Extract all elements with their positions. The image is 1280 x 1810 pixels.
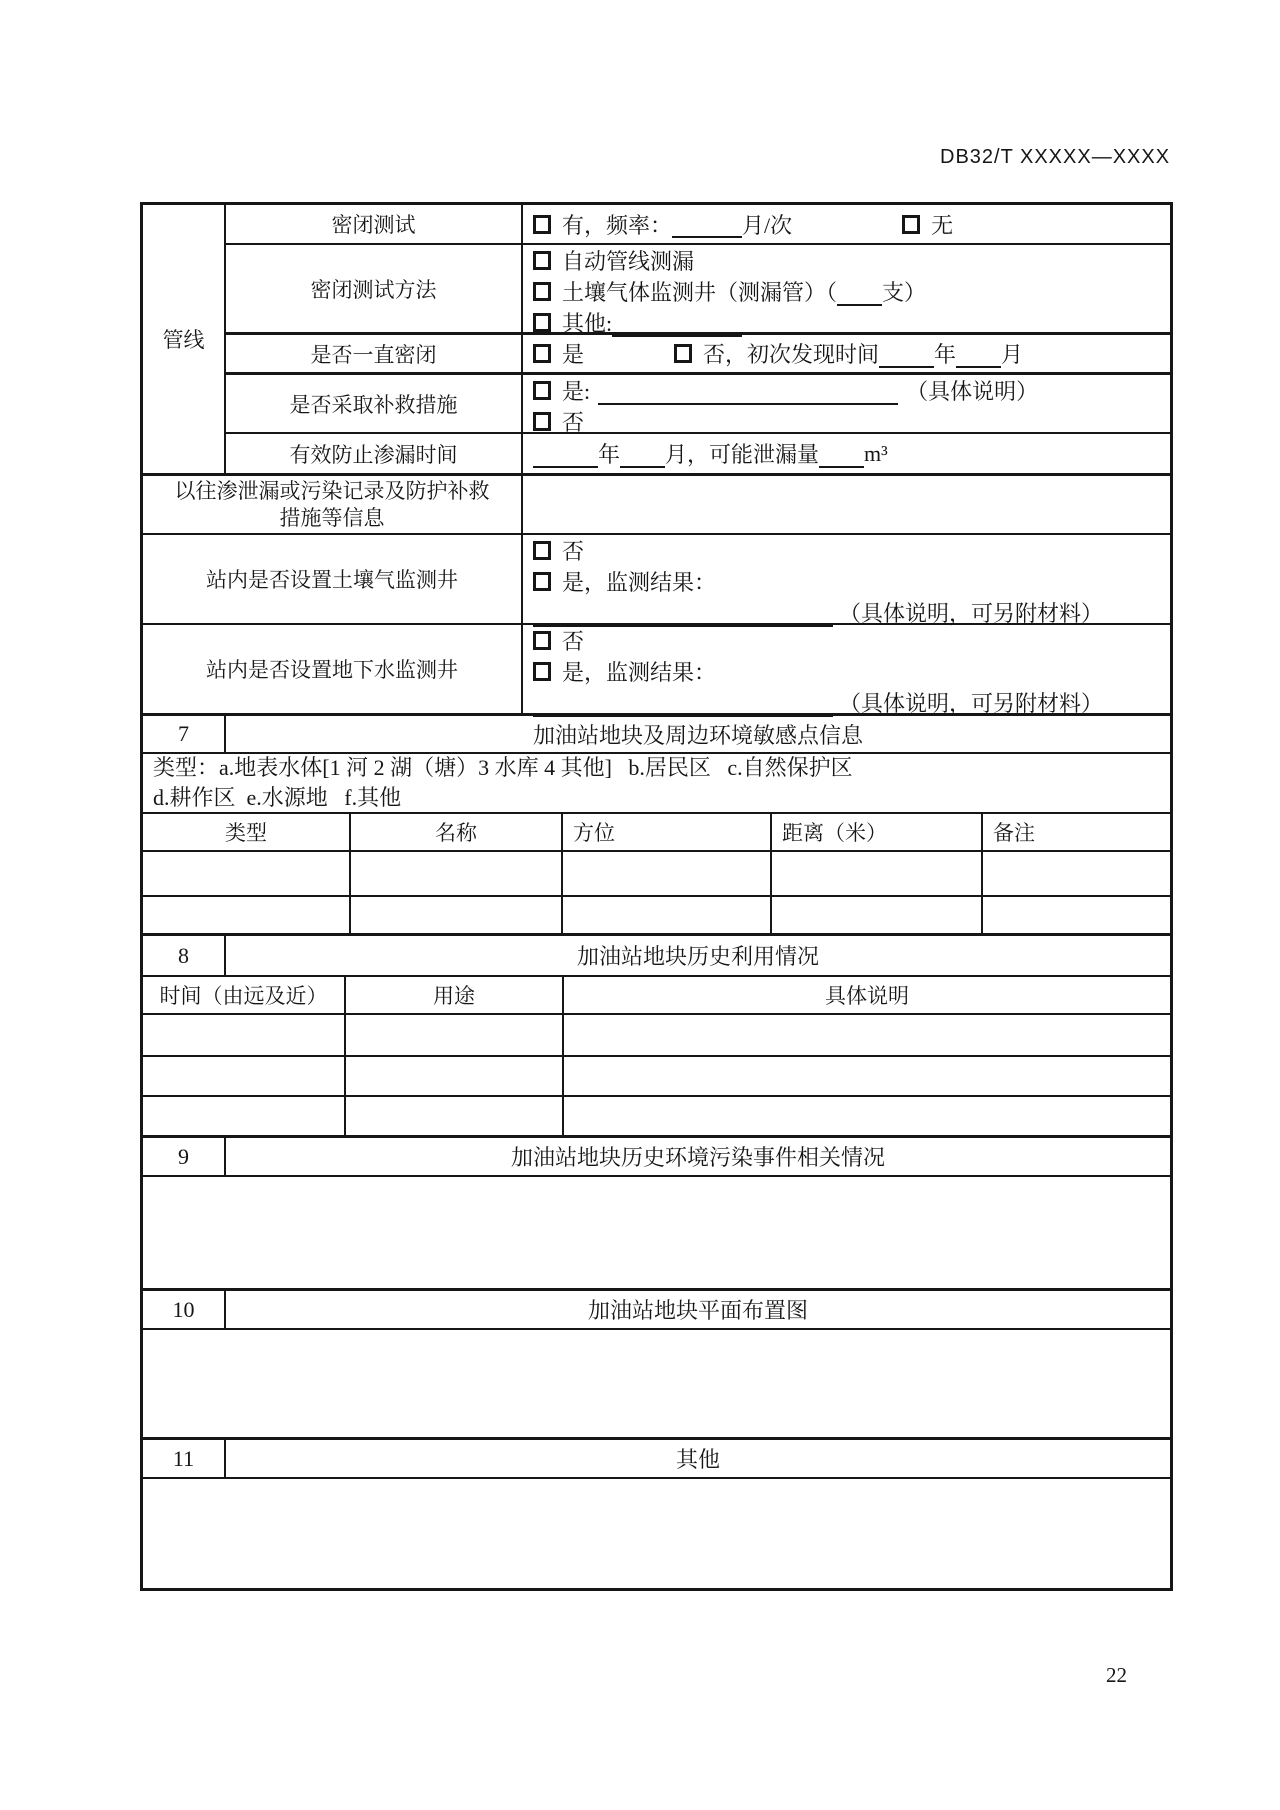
section9-title: 加油站地块历史环境污染事件相关情况 — [224, 1138, 1170, 1175]
sealing-test-label: 密闭测试 — [224, 205, 521, 243]
leak-history-label-line2: 措施等信息 — [279, 505, 385, 530]
method-option3-text: 其他: — [562, 311, 613, 336]
groundwater-well-row — [143, 623, 1170, 716]
blank-first-found-year[interactable] — [879, 354, 934, 368]
soil-gas-note-text: （具体说明，可另附材料） — [839, 601, 1104, 626]
col-header-distance: 距离（米） — [770, 814, 981, 850]
blank-leak-amount[interactable] — [819, 454, 864, 468]
col-header-time: 时间（由远及近） — [159, 984, 328, 1008]
checkbox-soil-gas-no[interactable] — [533, 541, 551, 560]
soil-gas-well-label: 站内是否设置土壤气监测井 — [206, 568, 458, 592]
soil-gas-no-text: 否 — [562, 539, 585, 564]
page-number: 22 — [1106, 1663, 1127, 1687]
s7r2-type-cell[interactable] — [143, 897, 349, 933]
col-header-name: 名称 — [349, 814, 561, 850]
blank-remedial-detail[interactable] — [598, 391, 898, 405]
section7-number: 7 — [178, 721, 189, 746]
s8r3-time-cell[interactable] — [143, 1097, 344, 1135]
checkbox-sealing-test-no[interactable] — [902, 215, 920, 234]
leak-history-input-cell[interactable] — [521, 476, 1170, 533]
section7-title: 加油站地块及周边环境敏感点信息 — [224, 716, 1170, 752]
soil-gas-yes-text: 是，监测结果： — [562, 570, 717, 595]
remedial-measures-row — [224, 372, 1170, 435]
section10-input-cell[interactable] — [143, 1330, 1170, 1437]
section11-title: 其他 — [224, 1440, 1170, 1477]
s8r1-description-cell[interactable] — [562, 1015, 1170, 1055]
year-text: 年 — [934, 342, 957, 367]
s7r2-direction-cell[interactable] — [561, 897, 770, 933]
section7-type-note-row — [143, 752, 1170, 812]
leak-history-row — [143, 473, 1170, 533]
blank-sealing-frequency[interactable] — [672, 224, 742, 238]
section7-data-row-2 — [143, 895, 1170, 933]
sealing-method-row — [224, 243, 1170, 336]
remedial-no-text: 否 — [562, 410, 585, 435]
leak-history-label — [143, 476, 521, 533]
col-header-description: 具体说明 — [562, 977, 1170, 1013]
method-option2-text: 土壤气体监测井（测漏管）（ — [562, 280, 838, 305]
section9-input-cell[interactable] — [143, 1177, 1170, 1288]
method-option2-suffix-text: 支） — [882, 280, 927, 305]
checkbox-method-soil-gas-well[interactable] — [533, 282, 551, 301]
section11-input-row — [143, 1477, 1170, 1588]
leak-unit-text: m³ — [864, 440, 888, 466]
s7r1-direction-cell[interactable] — [561, 852, 770, 895]
remedial-note-text: （具体说明） — [906, 379, 1039, 404]
pipeline-group-row — [143, 205, 1170, 473]
col-header-remark: 备注 — [981, 814, 1170, 850]
blank-first-found-month[interactable] — [956, 354, 1001, 368]
remedial-yes-text: 是: — [562, 379, 591, 404]
section9-header-row — [143, 1135, 1170, 1175]
always-sealed-no-text: 否，初次发现时间 — [703, 342, 880, 367]
blank-method-other[interactable] — [612, 323, 742, 337]
pipeline-group-label — [143, 205, 224, 473]
soil-gas-well-row — [143, 533, 1170, 626]
s8r2-time-cell[interactable] — [143, 1057, 344, 1095]
section7-type-note — [143, 754, 1170, 812]
section8-number: 8 — [178, 942, 189, 968]
groundwater-well-label: 站内是否设置地下水监测井 — [206, 658, 458, 682]
checkbox-always-sealed-yes[interactable] — [533, 344, 551, 363]
s7r2-remark-cell[interactable] — [981, 897, 1170, 933]
checkbox-always-sealed-no[interactable] — [674, 344, 692, 363]
groundwater-note-text: （具体说明，可另附材料） — [839, 691, 1104, 716]
section11-input-cell[interactable] — [143, 1479, 1170, 1588]
checkbox-method-other[interactable] — [533, 313, 551, 332]
leak-history-label-line1: 以往渗泄漏或污染记录及防护补救 — [174, 478, 490, 503]
blank-well-count[interactable] — [837, 292, 882, 306]
section8-data-row-1 — [143, 1013, 1170, 1055]
section8-title: 加油站地块历史利用情况 — [224, 936, 1170, 975]
col-header-direction: 方位 — [561, 814, 770, 850]
checkbox-remedial-yes[interactable] — [533, 381, 551, 400]
section7-column-header-row — [143, 812, 1170, 850]
section8-column-header-row — [143, 975, 1170, 1013]
s8r3-usage-cell[interactable] — [344, 1097, 562, 1135]
checkbox-soil-gas-yes[interactable] — [533, 572, 551, 591]
section10-number: 10 — [172, 1296, 195, 1322]
blank-prevention-year[interactable] — [533, 454, 598, 468]
blank-groundwater-result[interactable] — [533, 703, 833, 717]
section8-data-row-3 — [143, 1095, 1170, 1135]
type-note-line2: d.耕作区 e.水源地 f.其他 — [153, 785, 402, 810]
section11-number: 11 — [172, 1445, 195, 1471]
s7r1-type-cell[interactable] — [143, 852, 349, 895]
checkbox-groundwater-no[interactable] — [533, 631, 551, 650]
sealing-test-unit-text: 月/次 — [742, 212, 793, 238]
checkbox-method-auto-leak-detect[interactable] — [533, 251, 551, 270]
sealing-test-content — [521, 205, 1170, 243]
prevention-time-row — [224, 432, 1170, 473]
section9-number: 9 — [178, 1143, 189, 1169]
standard-code: DB32/T XXXXX—XXXX — [940, 146, 1171, 168]
prevention-year-text: 年 — [598, 442, 621, 467]
sealing-test-no-text: 无 — [931, 212, 954, 238]
section11-header-row — [143, 1437, 1170, 1477]
groundwater-no-text: 否 — [562, 629, 585, 654]
always-sealed-row — [224, 332, 1170, 372]
s8r1-time-cell[interactable] — [143, 1015, 344, 1055]
section9-input-row — [143, 1175, 1170, 1288]
always-sealed-content — [521, 335, 1170, 372]
blank-soil-gas-result[interactable] — [533, 613, 833, 627]
s7r1-name-cell[interactable] — [349, 852, 561, 895]
checkbox-sealing-test-yes[interactable] — [533, 215, 551, 234]
s8r2-usage-cell[interactable] — [344, 1057, 562, 1095]
remedial-measures-content — [521, 375, 1170, 435]
type-note-line1: 类型：a.地表水体[1 河 2 湖（塘）3 水库 4 其他] b.居民区 c.自然保护区 — [153, 755, 853, 780]
section10-input-row — [143, 1328, 1170, 1437]
always-sealed-label: 是否一直密闭 — [224, 335, 521, 372]
s7r1-distance-cell[interactable] — [770, 852, 981, 895]
always-sealed-yes-text: 是 — [562, 342, 585, 367]
sealing-method-label: 密闭测试方法 — [224, 245, 521, 332]
checkbox-groundwater-yes[interactable] — [533, 662, 551, 681]
col-header-usage: 用途 — [344, 977, 562, 1013]
section10-title: 加油站地块平面布置图 — [224, 1291, 1170, 1328]
sealing-test-yes-text: 有，频率： — [562, 212, 673, 238]
groundwater-yes-text: 是，监测结果： — [562, 660, 717, 685]
month-text: 月 — [1001, 342, 1024, 367]
s8r3-description-cell[interactable] — [562, 1097, 1170, 1135]
s8r2-description-cell[interactable] — [562, 1057, 1170, 1095]
s7r2-name-cell[interactable] — [349, 897, 561, 933]
checkbox-remedial-no[interactable] — [533, 412, 551, 431]
prevention-time-label: 有效防止渗漏时间 — [224, 434, 521, 473]
prevention-time-content — [521, 434, 1170, 473]
method-option1-text: 自动管线测漏 — [562, 249, 695, 274]
col-header-type: 类型 — [225, 821, 267, 845]
remedial-measures-label: 是否采取补救措施 — [224, 375, 521, 432]
blank-prevention-month[interactable] — [620, 454, 665, 468]
gas-station-survey-form — [140, 202, 1173, 1591]
section7-data-row-1 — [143, 850, 1170, 895]
section10-header-row — [143, 1288, 1170, 1328]
groundwater-well-content — [521, 625, 1170, 716]
section7-header-row — [143, 713, 1170, 752]
sealing-method-content — [521, 245, 1170, 336]
sealing-test-row — [224, 205, 1170, 243]
pipeline-group-label-text: 管线 — [162, 328, 205, 352]
s7r2-distance-cell[interactable] — [770, 897, 981, 933]
soil-gas-well-content — [521, 535, 1170, 626]
prevention-middle-text: 月，可能泄漏量 — [665, 442, 820, 467]
s8r1-usage-cell[interactable] — [344, 1015, 562, 1055]
section8-header-row — [143, 933, 1170, 975]
s7r1-remark-cell[interactable] — [981, 852, 1170, 895]
section8-data-row-2 — [143, 1055, 1170, 1095]
